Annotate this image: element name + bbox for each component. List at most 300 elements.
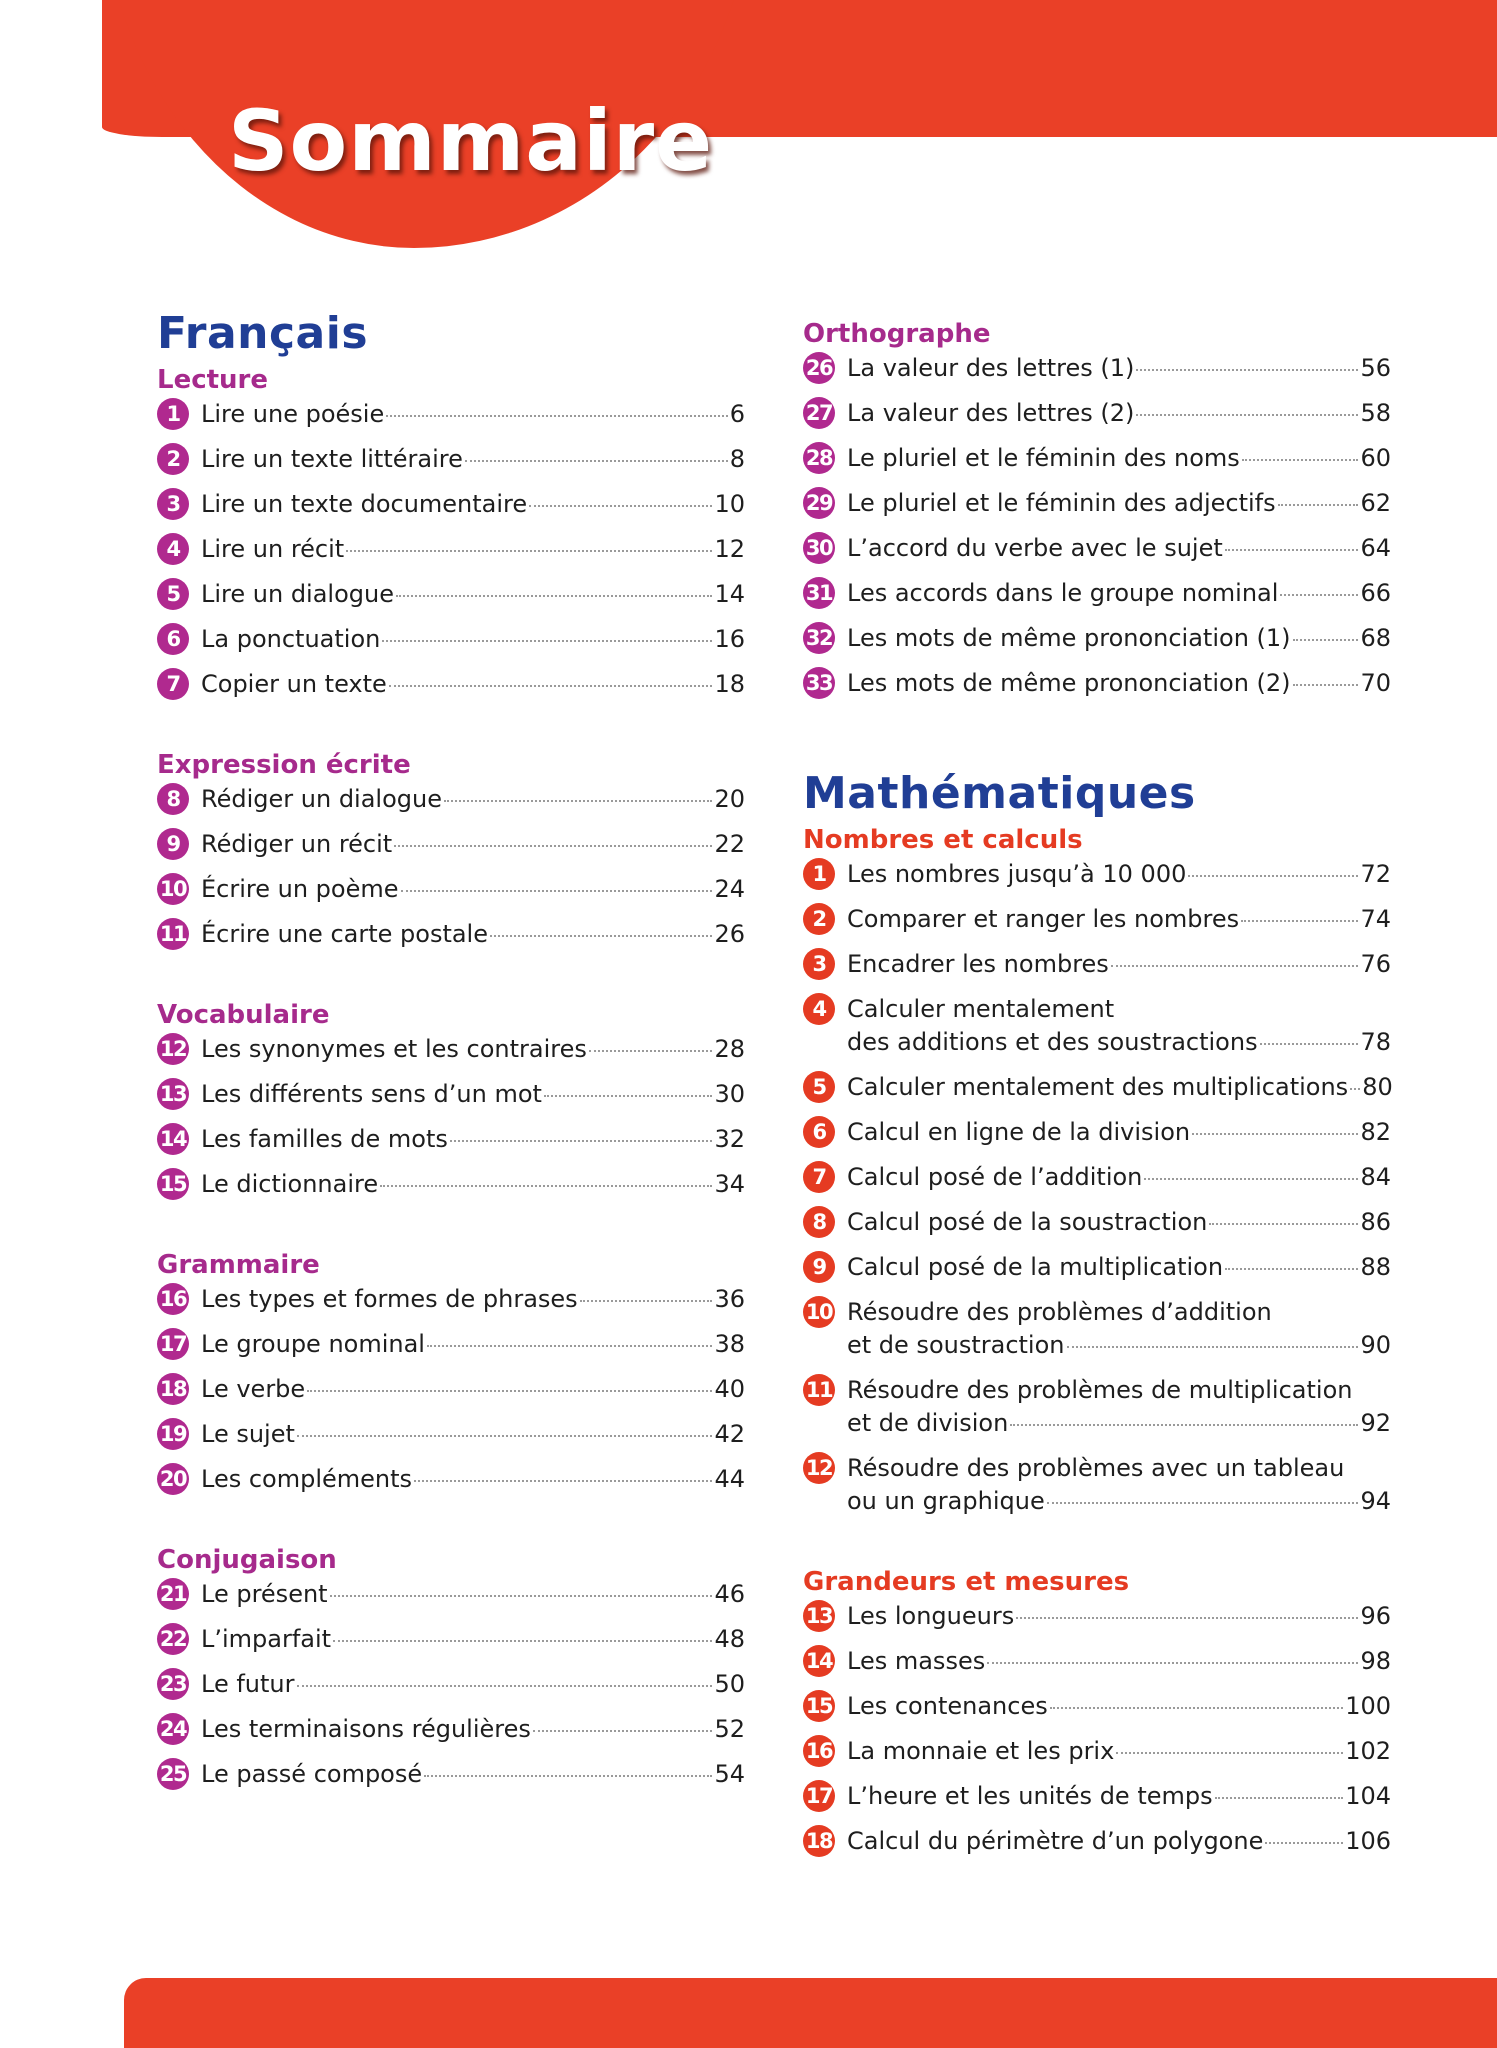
- section-title: Orthographe: [803, 319, 991, 349]
- page-number[interactable]: 14: [714, 580, 745, 608]
- entry-label[interactable]: Lire un texte documentaire: [201, 490, 528, 518]
- entry-label[interactable]: Le présent: [201, 1580, 328, 1608]
- chapter-number-badge: 5: [157, 578, 189, 610]
- chapter-number-badge: 7: [157, 668, 189, 700]
- entry-label[interactable]: Encadrer les nombres: [847, 950, 1109, 978]
- entry-label[interactable]: Écrire une carte postale: [201, 920, 488, 948]
- page-number[interactable]: 34: [714, 1170, 745, 1198]
- toc-entry[interactable]: [803, 1452, 1391, 1530]
- entry-label-continued[interactable]: des additions et des soustractions: [847, 1028, 1258, 1056]
- page-number[interactable]: 58: [1360, 399, 1391, 427]
- subject-title-mathematiques: Mathématiques: [803, 768, 1196, 819]
- entry-text: [201, 398, 745, 431]
- page-number[interactable]: 38: [714, 1330, 745, 1358]
- chapter-number-badge: 20: [157, 1463, 189, 1495]
- page-number[interactable]: 36: [714, 1285, 745, 1313]
- entry-label[interactable]: Le sujet: [201, 1420, 295, 1448]
- toc-entry[interactable]: [803, 442, 1391, 487]
- entry-line: [847, 1206, 1391, 1239]
- dot-leader: [1050, 1707, 1343, 1709]
- entry-text: [201, 1668, 745, 1701]
- entry-text: [847, 352, 1391, 385]
- chapter-number-badge: 23: [157, 1668, 189, 1700]
- toc-entry[interactable]: [803, 903, 1391, 948]
- chapter-number-badge: 6: [803, 1116, 835, 1148]
- toc-entry[interactable]: [803, 948, 1391, 993]
- entry-label[interactable]: Calcul posé de la soustraction: [847, 1208, 1208, 1236]
- toc-entry[interactable]: [157, 668, 745, 713]
- entry-label[interactable]: Les synonymes et les contraires: [201, 1035, 587, 1063]
- chapter-number-badge: 27: [803, 397, 835, 429]
- page-number[interactable]: 86: [1360, 1208, 1391, 1236]
- chapter-number-badge: 10: [803, 1296, 835, 1328]
- entry-line: [201, 1578, 745, 1611]
- entry-text: [201, 1578, 745, 1611]
- dot-leader: [529, 505, 712, 507]
- page-number[interactable]: 54: [714, 1760, 745, 1788]
- page-number[interactable]: 24: [714, 875, 745, 903]
- entry-label[interactable]: Résoudre des problèmes de multiplication: [847, 1376, 1353, 1404]
- entry-text: [201, 1623, 745, 1656]
- chapter-number-badge: 8: [803, 1206, 835, 1238]
- toc-entry[interactable]: [803, 667, 1391, 712]
- entry-label[interactable]: Le pluriel et le féminin des noms: [847, 444, 1240, 472]
- entry-label[interactable]: Le pluriel et le féminin des adjectifs: [847, 489, 1276, 517]
- dot-leader: [1144, 1178, 1358, 1180]
- chapter-number-badge: 16: [157, 1283, 189, 1315]
- dot-leader: [987, 1662, 1358, 1664]
- page-number[interactable]: 72: [1360, 860, 1391, 888]
- chapter-number-badge: 13: [157, 1078, 189, 1110]
- page-number[interactable]: 94: [1360, 1487, 1391, 1515]
- entry-text: [201, 488, 745, 521]
- page-number[interactable]: 12: [714, 535, 745, 563]
- entry-label[interactable]: Le dictionnaire: [201, 1170, 379, 1198]
- dot-leader: [424, 1775, 712, 1777]
- entry-label[interactable]: L’imparfait: [201, 1625, 332, 1653]
- dot-leader: [1136, 369, 1358, 371]
- toc-entry[interactable]: [157, 623, 745, 668]
- entry-label[interactable]: Comparer et ranger les nombres: [847, 905, 1240, 933]
- toc-entry[interactable]: [803, 1374, 1391, 1452]
- page-number[interactable]: 76: [1360, 950, 1391, 978]
- toc-entry[interactable]: [157, 488, 745, 533]
- dot-leader: [307, 1390, 712, 1392]
- toc-entry[interactable]: [803, 993, 1391, 1071]
- page-number[interactable]: 10: [714, 490, 745, 518]
- page-number[interactable]: 70: [1360, 669, 1391, 697]
- toc-entry[interactable]: [157, 398, 745, 443]
- entry-label[interactable]: Calcul en ligne de la division: [847, 1118, 1191, 1146]
- page-number[interactable]: 60: [1360, 444, 1391, 472]
- page-number[interactable]: 52: [714, 1715, 745, 1743]
- page-title: Sommaire: [228, 92, 714, 190]
- dot-leader: [1188, 875, 1358, 877]
- entry-line: [847, 487, 1391, 520]
- entry-label[interactable]: Les familles de mots: [201, 1125, 448, 1153]
- dot-leader: [1242, 459, 1359, 461]
- entry-text: [201, 443, 745, 476]
- page-number[interactable]: 100: [1345, 1692, 1391, 1720]
- toc-entry[interactable]: [157, 1123, 745, 1168]
- toc-entry[interactable]: [157, 1713, 745, 1758]
- entry-line: [201, 1033, 745, 1066]
- dot-leader: [396, 595, 712, 597]
- toc-entry[interactable]: [157, 1328, 745, 1373]
- entry-label[interactable]: Rédiger un dialogue: [201, 785, 442, 813]
- chapter-number-badge: 26: [803, 352, 835, 384]
- toc-entry[interactable]: [157, 873, 745, 918]
- page-number[interactable]: 30: [714, 1080, 745, 1108]
- entry-label[interactable]: L’heure et les unités de temps: [847, 1782, 1213, 1810]
- chapter-number-badge: 32: [803, 622, 835, 654]
- entry-label[interactable]: Calculer mentalement des multiplications: [847, 1073, 1349, 1101]
- toc-entry[interactable]: [803, 532, 1391, 577]
- toc-entry[interactable]: [157, 1623, 745, 1668]
- entry-label[interactable]: Lire un dialogue: [201, 580, 394, 608]
- page-number[interactable]: 16: [714, 625, 745, 653]
- chapter-number-badge: 33: [803, 667, 835, 699]
- entry-line: [847, 1251, 1391, 1284]
- dot-leader: [544, 1095, 713, 1097]
- entry-text: [847, 487, 1391, 520]
- dot-leader: [1225, 1268, 1358, 1270]
- entry-line: [847, 1600, 1391, 1633]
- entry-label[interactable]: Le groupe nominal: [201, 1330, 425, 1358]
- toc-entry[interactable]: [803, 1116, 1391, 1161]
- entry-label[interactable]: Le verbe: [201, 1375, 306, 1403]
- page-number[interactable]: 78: [1360, 1028, 1391, 1056]
- entry-text: [201, 828, 745, 861]
- toc-entry[interactable]: [157, 1668, 745, 1713]
- entry-text: [201, 1373, 745, 1406]
- toc-entry[interactable]: [803, 1071, 1391, 1116]
- toc-entry[interactable]: [803, 858, 1391, 903]
- page-number[interactable]: 8: [729, 445, 745, 473]
- section-title: Vocabulaire: [157, 1000, 330, 1030]
- dot-leader: [1293, 639, 1359, 641]
- dot-leader: [1047, 1502, 1359, 1504]
- chapter-number-badge: 30: [803, 532, 835, 564]
- toc-entry[interactable]: [157, 1033, 745, 1078]
- chapter-number-badge: 11: [157, 918, 189, 950]
- entry-line: [847, 858, 1391, 891]
- dot-leader: [401, 890, 713, 892]
- section-title: Lecture: [157, 365, 269, 395]
- toc-entry[interactable]: [157, 783, 745, 828]
- entry-text: [847, 948, 1391, 981]
- dot-leader: [427, 1345, 712, 1347]
- page-number[interactable]: 18: [714, 670, 745, 698]
- page-number[interactable]: 90: [1360, 1331, 1391, 1359]
- chapter-number-badge: 2: [157, 443, 189, 475]
- entry-text: [847, 442, 1391, 475]
- toc-entry[interactable]: [803, 1206, 1391, 1251]
- entry-label[interactable]: Résoudre des problèmes avec un tableau: [847, 1454, 1345, 1482]
- dot-leader: [1136, 414, 1358, 416]
- page-number[interactable]: 28: [714, 1035, 745, 1063]
- entry-line: [847, 1161, 1391, 1194]
- entry-line: [201, 1283, 745, 1316]
- toc-entry[interactable]: [803, 1296, 1391, 1374]
- page-number[interactable]: 96: [1360, 1602, 1391, 1630]
- entry-text: [847, 1374, 1391, 1440]
- entry-label[interactable]: Résoudre des problèmes d’addition: [847, 1298, 1272, 1326]
- toc-entry[interactable]: [803, 1600, 1391, 1645]
- entry-line: [847, 622, 1391, 655]
- entry-label[interactable]: Les contenances: [847, 1692, 1048, 1720]
- entry-label[interactable]: La monnaie et les prix: [847, 1737, 1115, 1765]
- page-number[interactable]: 104: [1345, 1782, 1391, 1810]
- entry-text: [847, 397, 1391, 430]
- entry-line: [847, 1374, 1391, 1407]
- entry-text: [847, 903, 1391, 936]
- toc-entry[interactable]: [803, 577, 1391, 622]
- entry-line: [201, 1668, 745, 1701]
- entry-line: [847, 1071, 1393, 1104]
- entry-line: [201, 398, 745, 431]
- entry-label[interactable]: Les types et formes de phrases: [201, 1285, 578, 1313]
- chapter-number-badge: 8: [157, 783, 189, 815]
- entry-label[interactable]: Copier un texte: [201, 670, 387, 698]
- chapter-number-badge: 22: [157, 1623, 189, 1655]
- entry-text: [847, 532, 1391, 565]
- dot-leader: [297, 1435, 713, 1437]
- entry-text: [847, 1600, 1391, 1633]
- chapter-number-badge: 9: [803, 1251, 835, 1283]
- entry-text: [201, 783, 745, 816]
- toc-entry[interactable]: [157, 1418, 745, 1463]
- dot-leader: [465, 460, 728, 462]
- entry-line: [201, 828, 745, 861]
- entry-line: [201, 783, 745, 816]
- left-column: [157, 306, 745, 1803]
- entry-text: [847, 577, 1391, 610]
- chapter-number-badge: 9: [157, 828, 189, 860]
- page-number[interactable]: 26: [714, 920, 745, 948]
- page-number[interactable]: 40: [714, 1375, 745, 1403]
- entry-line: [201, 488, 745, 521]
- entry-label[interactable]: Les mots de même prononciation (2): [847, 669, 1291, 697]
- toc-entry[interactable]: [803, 1690, 1391, 1735]
- entry-label[interactable]: Les longueurs: [847, 1602, 1015, 1630]
- toc-entry[interactable]: [803, 1735, 1391, 1780]
- entry-label[interactable]: Calcul du périmètre d’un polygone: [847, 1827, 1264, 1855]
- page-number[interactable]: 64: [1360, 534, 1391, 562]
- page-number[interactable]: 82: [1360, 1118, 1391, 1146]
- toc-entry[interactable]: [803, 1780, 1391, 1825]
- page-number[interactable]: 48: [714, 1625, 745, 1653]
- entry-line: [847, 1296, 1391, 1329]
- entry-label[interactable]: Les différents sens d’un mot: [201, 1080, 542, 1108]
- entry-text: [201, 1758, 745, 1791]
- entry-text: [201, 668, 745, 701]
- entry-line: [201, 1758, 745, 1791]
- toc-entry[interactable]: [157, 1078, 745, 1123]
- entry-line: [201, 578, 745, 611]
- page-number[interactable]: 20: [714, 785, 745, 813]
- entry-line: [847, 1780, 1391, 1813]
- entry-line: [201, 1168, 745, 1201]
- entry-line: [847, 442, 1391, 475]
- dot-leader: [1260, 1043, 1359, 1045]
- entry-label[interactable]: Les mots de même prononciation (1): [847, 624, 1291, 652]
- entry-line: [847, 1452, 1391, 1485]
- page-number[interactable]: 62: [1360, 489, 1391, 517]
- entry-line: [847, 1485, 1391, 1518]
- page-number[interactable]: 56: [1360, 354, 1391, 382]
- entry-line: [201, 1328, 745, 1361]
- entry-label[interactable]: Les accords dans le groupe nominal: [847, 579, 1279, 607]
- entry-label[interactable]: Le passé composé: [201, 1760, 423, 1788]
- page-number[interactable]: 50: [714, 1670, 745, 1698]
- entry-text: [201, 1283, 745, 1316]
- dot-leader: [589, 1050, 713, 1052]
- page-number[interactable]: 102: [1345, 1737, 1391, 1765]
- entry-text: [847, 1161, 1391, 1194]
- entry-line: [847, 397, 1391, 430]
- entry-line: [847, 1645, 1391, 1678]
- dot-leader: [1225, 549, 1359, 551]
- toc-entry[interactable]: [803, 1161, 1391, 1206]
- entry-label[interactable]: Les compléments: [201, 1465, 413, 1493]
- chapter-number-badge: 24: [157, 1713, 189, 1745]
- section-title: Grammaire: [157, 1250, 320, 1280]
- page-number[interactable]: 106: [1345, 1827, 1391, 1855]
- toc-entry[interactable]: [803, 397, 1391, 442]
- entry-text: [847, 858, 1391, 891]
- entry-text: [847, 1780, 1391, 1813]
- entry-line: [201, 1463, 745, 1496]
- toc-entry[interactable]: [157, 1168, 745, 1213]
- entry-label[interactable]: Lire une poésie: [201, 400, 385, 428]
- toc-entry[interactable]: [157, 828, 745, 873]
- entry-label[interactable]: Rédiger un récit: [201, 830, 393, 858]
- dot-leader: [1293, 684, 1359, 686]
- entry-label[interactable]: Écrire un poème: [201, 875, 399, 903]
- dot-leader: [1192, 1133, 1358, 1135]
- dot-leader: [490, 935, 712, 937]
- page-number[interactable]: 42: [714, 1420, 745, 1448]
- entry-text: [201, 1418, 745, 1451]
- entry-label[interactable]: Lire un texte littéraire: [201, 445, 463, 473]
- footer-band: [124, 1978, 1497, 2048]
- entry-label[interactable]: Le futur: [201, 1670, 295, 1698]
- entry-label[interactable]: La ponctuation: [201, 625, 381, 653]
- dot-leader: [580, 1300, 713, 1302]
- page-number[interactable]: 46: [714, 1580, 745, 1608]
- toc-entry[interactable]: [157, 918, 745, 963]
- toc-entry[interactable]: [157, 578, 745, 623]
- entry-label[interactable]: Les nombres jusqu’à 10 000: [847, 860, 1187, 888]
- chapter-number-badge: 3: [803, 948, 835, 980]
- page-number[interactable]: 6: [729, 400, 745, 428]
- toc-entry[interactable]: [803, 1825, 1391, 1870]
- chapter-number-badge: 12: [157, 1033, 189, 1065]
- toc-entry[interactable]: [157, 1283, 745, 1328]
- toc-entry[interactable]: [157, 1373, 745, 1418]
- chapter-number-badge: 16: [803, 1735, 835, 1767]
- toc-entry[interactable]: [157, 443, 745, 488]
- entry-label-continued[interactable]: et de soustraction: [847, 1331, 1065, 1359]
- dot-leader: [1241, 920, 1358, 922]
- page-number[interactable]: 92: [1360, 1409, 1391, 1437]
- page-number[interactable]: 80: [1362, 1073, 1393, 1101]
- toc-entry[interactable]: [157, 1578, 745, 1623]
- entry-line: [201, 1373, 745, 1406]
- page-number[interactable]: 22: [714, 830, 745, 858]
- toc-entry[interactable]: [803, 1645, 1391, 1690]
- entry-label[interactable]: Les terminaisons régulières: [201, 1715, 531, 1743]
- entry-text: [201, 1078, 745, 1111]
- entry-line: [847, 1690, 1391, 1723]
- entry-label[interactable]: La valeur des lettres (1): [847, 354, 1135, 382]
- chapter-number-badge: 1: [157, 398, 189, 430]
- entry-text: [201, 623, 745, 656]
- page-number[interactable]: 84: [1360, 1163, 1391, 1191]
- page-number[interactable]: 44: [714, 1465, 745, 1493]
- entry-line: [201, 1123, 745, 1156]
- entry-line: [847, 1116, 1391, 1149]
- dot-leader: [1067, 1346, 1359, 1348]
- toc-entry[interactable]: [803, 1251, 1391, 1296]
- entry-line: [201, 533, 745, 566]
- chapter-number-badge: 2: [803, 903, 835, 935]
- chapter-number-badge: 15: [157, 1168, 189, 1200]
- entry-line: [201, 623, 745, 656]
- page-number[interactable]: 88: [1360, 1253, 1391, 1281]
- chapter-number-badge: 5: [803, 1071, 835, 1103]
- entry-label-continued[interactable]: et de division: [847, 1409, 1009, 1437]
- entry-text: [201, 533, 745, 566]
- entry-label[interactable]: La valeur des lettres (2): [847, 399, 1135, 427]
- toc-entry[interactable]: [157, 1758, 745, 1803]
- entry-line: [847, 532, 1391, 565]
- section-title: Expression écrite: [157, 750, 411, 780]
- entry-text: [201, 873, 745, 906]
- toc-entry[interactable]: [157, 1463, 745, 1508]
- dot-leader: [386, 415, 728, 417]
- toc-entry[interactable]: [803, 487, 1391, 532]
- entry-line: [847, 667, 1391, 700]
- page-number[interactable]: 68: [1360, 624, 1391, 652]
- page-number[interactable]: 66: [1360, 579, 1391, 607]
- page-number[interactable]: 98: [1360, 1647, 1391, 1675]
- toc-entry[interactable]: [803, 622, 1391, 667]
- entry-line: [201, 918, 745, 951]
- toc-entry[interactable]: [157, 533, 745, 578]
- chapter-number-badge: 15: [803, 1690, 835, 1722]
- chapter-number-badge: 21: [157, 1578, 189, 1610]
- entry-label[interactable]: L’accord du verbe avec le sujet: [847, 534, 1223, 562]
- entry-text: [847, 1206, 1391, 1239]
- entry-label[interactable]: Calcul posé de l’addition: [847, 1163, 1143, 1191]
- entry-label[interactable]: Lire un récit: [201, 535, 345, 563]
- page-number[interactable]: 74: [1360, 905, 1391, 933]
- chapter-number-badge: 25: [157, 1758, 189, 1790]
- entry-text: [847, 1645, 1391, 1678]
- entry-label[interactable]: Calcul posé de la multiplication: [847, 1253, 1224, 1281]
- entry-text: [847, 667, 1391, 700]
- page-number[interactable]: 32: [714, 1125, 745, 1153]
- entry-label[interactable]: Les masses: [847, 1647, 986, 1675]
- chapter-number-badge: 28: [803, 442, 835, 474]
- entry-label[interactable]: Calculer mentalement: [847, 995, 1115, 1023]
- entry-label-continued[interactable]: ou un graphique: [847, 1487, 1045, 1515]
- entry-text: [847, 1296, 1391, 1362]
- toc-entry[interactable]: [803, 352, 1391, 397]
- chapter-number-badge: 18: [157, 1373, 189, 1405]
